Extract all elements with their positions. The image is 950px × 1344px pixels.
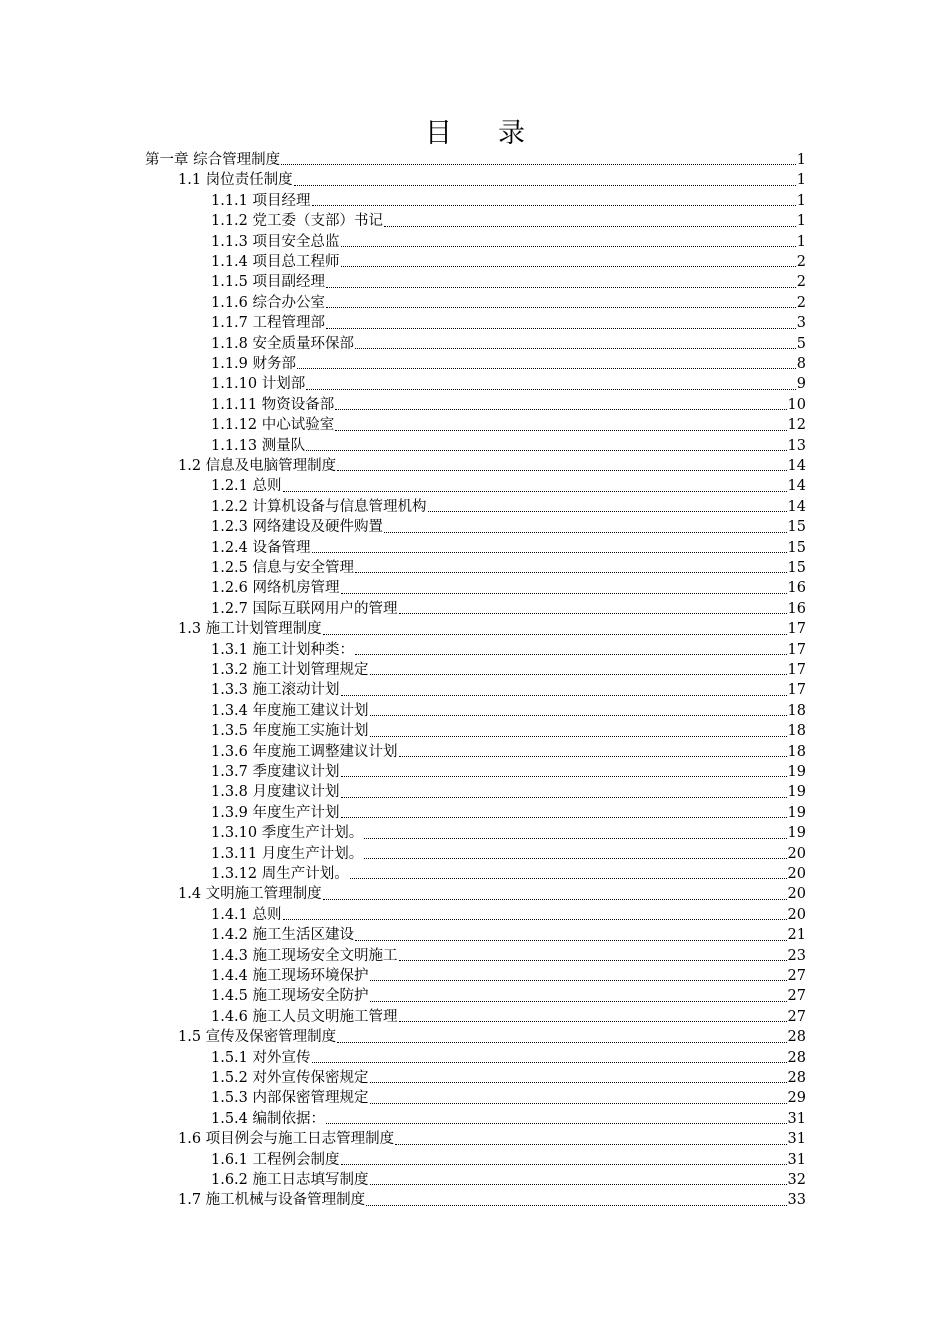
toc-entry[interactable] [211, 374, 806, 394]
toc-entry[interactable] [211, 864, 806, 884]
toc-entry-label: 1.1.11 物资设备部 [211, 396, 335, 413]
toc-entry-label: 1.1.3 项目安全总监 [211, 233, 340, 250]
toc-entry[interactable] [211, 476, 806, 496]
toc-entry[interactable] [211, 946, 806, 966]
toc-entry-page-number: 18 [787, 743, 806, 760]
toc-entry[interactable] [211, 1150, 806, 1170]
dot-leader [297, 368, 796, 369]
toc-entry[interactable] [178, 1129, 806, 1149]
toc-entry[interactable] [211, 395, 806, 415]
toc-entry-page-number: 15 [787, 560, 806, 576]
dot-leader [341, 797, 787, 798]
dot-leader [350, 878, 787, 879]
toc-entry-label: 1.1 岗位责任制度 [178, 172, 293, 189]
toc-entry[interactable] [211, 599, 806, 619]
toc-entry[interactable] [211, 293, 806, 313]
toc-entry-page-number: 14 [787, 458, 806, 474]
toc-entry-label: 1.3.12 周生产计划。 [211, 866, 349, 882]
toc-entry[interactable] [211, 823, 806, 843]
toc-entry-page-number: 19 [787, 764, 806, 780]
toc-entry-page-number: 31 [787, 1110, 806, 1127]
toc-entry-page-number: 9 [796, 376, 806, 393]
toc-entry-page-number: 28 [787, 1049, 806, 1066]
toc-entry-label: 1.1.8 安全质量环保部 [211, 335, 355, 352]
toc-entry-page-number: 14 [787, 498, 806, 515]
title-char-1: 目 [425, 118, 452, 149]
dot-leader [355, 348, 796, 349]
dot-leader [306, 389, 796, 390]
toc-entry-label: 1.3.9 年度生产计划 [211, 804, 340, 821]
toc-entry-label: 1.3.3 施工滚动计划 [211, 682, 340, 699]
toc-entry[interactable] [211, 415, 806, 435]
dot-leader [370, 1001, 787, 1002]
dot-leader [326, 1123, 787, 1124]
toc-entry-page-number: 33 [787, 1192, 806, 1209]
dot-leader [337, 1042, 786, 1043]
toc-entry[interactable] [211, 1109, 806, 1129]
toc-entry-page-number: 3 [796, 315, 806, 332]
toc-entry[interactable] [211, 640, 806, 660]
toc-entry-page-number: 20 [787, 866, 806, 882]
toc-entry[interactable] [211, 1088, 806, 1108]
toc-entry-page-number: 28 [787, 1070, 806, 1086]
dot-leader [364, 838, 786, 839]
toc-entry-label: 1.2.2 计算机设备与信息管理机构 [211, 498, 427, 515]
toc-entry-page-number: 29 [787, 1090, 806, 1107]
toc-entry-label: 1.5.2 对外宣传保密规定 [211, 1070, 369, 1086]
dot-leader [341, 246, 796, 247]
toc-entry-label: 1.3.10 季度生产计划。 [211, 825, 364, 842]
toc-entry[interactable] [178, 456, 806, 476]
toc-entry[interactable] [211, 782, 806, 802]
dot-leader [337, 470, 786, 471]
dot-leader [341, 593, 787, 594]
toc-entry[interactable] [211, 313, 806, 333]
dot-leader [370, 1103, 787, 1104]
toc-entry[interactable] [211, 803, 806, 823]
toc-entry[interactable] [211, 1170, 806, 1190]
toc-entry-label: 1.3.11 月度生产计划。 [211, 845, 364, 862]
toc-entry-page-number: 28 [787, 1029, 806, 1046]
toc-entry[interactable] [178, 884, 806, 904]
toc-entry-label: 1.3.1 施工计划种类： [211, 641, 355, 658]
dot-leader [341, 266, 796, 267]
dot-leader [326, 307, 796, 308]
toc-entry-page-number: 23 [787, 947, 806, 964]
toc-entry[interactable] [211, 966, 806, 986]
toc-entry[interactable] [211, 211, 806, 231]
toc-entry[interactable] [178, 1027, 806, 1047]
toc-entry-label: 1.2.1 总则 [211, 478, 282, 495]
toc-entry-page-number: 1 [796, 192, 806, 209]
title-char-2: 录 [498, 118, 525, 149]
toc-entry-label: 1.5 宣传及保密管理制度 [178, 1029, 337, 1046]
dot-leader [399, 960, 787, 961]
toc-entry-label: 1.1.10 计划部 [211, 376, 306, 393]
dot-leader [323, 899, 787, 900]
toc-entry[interactable] [211, 517, 806, 537]
toc-entry-label: 1.3.5 年度施工实施计划 [211, 723, 369, 740]
dot-leader [341, 695, 787, 696]
toc-entry[interactable] [211, 232, 806, 252]
dot-leader [370, 736, 787, 737]
dot-leader [370, 980, 787, 981]
toc-entry[interactable] [211, 1068, 806, 1088]
dot-leader [395, 1144, 786, 1145]
toc-entry-page-number: 21 [787, 927, 806, 944]
toc-entry-label: 1.1.12 中心试验室 [211, 417, 335, 434]
toc-entry-label: 1.4.3 施工现场安全文明施工 [211, 947, 398, 964]
toc-entry-page-number: 31 [787, 1151, 806, 1168]
dot-leader [312, 552, 787, 553]
toc-entry-page-number: 1 [796, 172, 806, 189]
dot-leader [283, 919, 787, 920]
toc-entry[interactable] [211, 272, 806, 292]
toc-entry[interactable] [211, 578, 806, 598]
toc-entry[interactable] [211, 742, 806, 762]
toc-entry-page-number: 13 [787, 437, 806, 454]
toc-entry-page-number: 17 [787, 641, 806, 658]
toc-entry[interactable] [211, 680, 806, 700]
toc-entry-label: 1.2.6 网络机房管理 [211, 580, 340, 597]
dot-leader [384, 532, 787, 533]
dot-leader [355, 940, 787, 941]
toc-entry-label: 1.6 项目例会与施工日志管理制度 [178, 1131, 395, 1148]
toc-entry-page-number: 2 [796, 254, 806, 270]
toc-entry-label: 1.5.3 内部保密管理规定 [211, 1090, 369, 1107]
dot-leader [341, 817, 787, 818]
toc-entry-page-number: 27 [787, 1008, 806, 1025]
toc-entry[interactable] [211, 191, 806, 211]
toc-entry-label: 1.1.5 项目副经理 [211, 274, 326, 291]
dot-leader [281, 164, 796, 165]
toc-entry-label: 1.7 施工机械与设备管理制度 [178, 1192, 366, 1209]
toc-entry[interactable] [211, 986, 806, 1006]
dot-leader [355, 572, 787, 573]
toc-entry-page-number: 27 [787, 968, 806, 984]
toc-entry[interactable] [211, 844, 806, 864]
toc-entry[interactable] [211, 497, 806, 517]
toc-entry[interactable] [211, 905, 806, 925]
dot-leader [366, 1205, 786, 1206]
toc-entry-label: 1.3.2 施工计划管理规定 [211, 662, 369, 678]
toc-entry-page-number: 5 [796, 335, 806, 352]
dot-leader [335, 430, 786, 431]
dot-leader [326, 287, 796, 288]
toc-entry-label: 1.1.2 党工委（支部）书记 [211, 213, 384, 230]
dot-leader [335, 409, 786, 410]
toc-entry-page-number: 8 [796, 356, 806, 372]
toc-entry-label: 1.3.8 月度建议计划 [211, 784, 340, 801]
toc-entry-page-number: 2 [796, 274, 806, 291]
toc-entry-label: 1.2.3 网络建设及硬件购置 [211, 519, 384, 536]
toc-entry-label: 1.1.13 测量队 [211, 437, 306, 454]
toc-entry[interactable] [211, 252, 806, 272]
toc-entry[interactable] [211, 925, 806, 945]
toc-entry[interactable] [211, 660, 806, 680]
toc-entry-page-number: 17 [787, 682, 806, 699]
dot-leader [399, 613, 787, 614]
toc-entry-page-number: 2 [796, 294, 806, 311]
toc-entry-label: 1.2.4 设备管理 [211, 539, 311, 556]
dot-leader [312, 1062, 787, 1063]
dot-leader [283, 491, 787, 492]
dot-leader [428, 511, 787, 512]
toc-entry-page-number: 14 [787, 478, 806, 495]
toc-entry-page-number: 10 [787, 396, 806, 413]
toc-entry-page-number: 17 [787, 621, 806, 638]
page-title [0, 116, 950, 152]
dot-leader [306, 450, 786, 451]
dot-leader [323, 634, 787, 635]
toc-entry-label: 1.3 施工计划管理制度 [178, 621, 322, 638]
toc-entry[interactable] [211, 436, 806, 456]
toc-entry[interactable] [178, 619, 806, 639]
dot-leader [326, 328, 796, 329]
toc-entry-label: 1.4.1 总则 [211, 906, 282, 923]
dot-leader [364, 858, 786, 859]
dot-leader [294, 185, 796, 186]
toc-entry-label: 1.3.4 年度施工建议计划 [211, 702, 369, 719]
toc-entry[interactable] [211, 1007, 806, 1027]
toc-entry-label: 1.5.1 对外宣传 [211, 1049, 311, 1066]
toc-entry-page-number: 20 [787, 886, 806, 903]
toc-entry-page-number: 17 [787, 662, 806, 678]
toc-entry-label: 1.5.4 编制依据： [211, 1110, 326, 1127]
toc-entry-page-number: 19 [787, 784, 806, 801]
toc-entry[interactable] [211, 721, 806, 741]
toc-entry-page-number: 18 [787, 723, 806, 740]
dot-leader [370, 715, 787, 716]
toc-entry-page-number: 15 [787, 519, 806, 536]
toc-entry-label: 1.4.5 施工现场安全防护 [211, 988, 369, 1005]
toc-entry-page-number: 12 [787, 417, 806, 434]
toc-entry-label: 1.1.7 工程管理部 [211, 315, 326, 332]
toc-entry-page-number: 20 [787, 906, 806, 923]
toc-entry[interactable] [211, 1048, 806, 1068]
toc-entry-label: 1.1.1 项目经理 [211, 192, 311, 209]
toc-entry-page-number: 15 [787, 539, 806, 556]
dot-leader [370, 1184, 787, 1185]
toc-entry-label: 1.4.6 施工人员文明施工管理 [211, 1008, 398, 1025]
toc-entry-label: 第一章 综合管理制度 [145, 152, 281, 168]
toc-entry-page-number: 32 [787, 1172, 806, 1188]
dot-leader [399, 1021, 787, 1022]
toc-entry[interactable] [211, 558, 806, 578]
dot-leader [341, 776, 787, 777]
dot-leader [341, 1164, 787, 1165]
dot-leader [370, 1082, 787, 1083]
toc-entry-page-number: 19 [787, 825, 806, 842]
toc-entry-label: 1.2.7 国际互联网用户的管理 [211, 600, 398, 617]
toc-entry-page-number: 31 [787, 1131, 806, 1148]
toc-entry-page-number: 18 [787, 702, 806, 719]
toc-entry-page-number: 1 [796, 152, 806, 168]
toc-entry-label: 1.1.9 财务部 [211, 356, 297, 372]
dot-leader [399, 756, 787, 757]
toc-entry-label: 1.3.7 季度建议计划 [211, 764, 340, 780]
toc-entry-page-number: 19 [787, 804, 806, 821]
toc-entry[interactable] [178, 170, 806, 190]
toc-entry-label: 1.4 文明施工管理制度 [178, 886, 322, 903]
toc-entry[interactable] [211, 701, 806, 721]
toc-entry-label: 1.3.6 年度施工调整建议计划 [211, 743, 398, 760]
toc-entry-page-number: 1 [796, 213, 806, 230]
toc-entry-label: 1.6.1 工程例会制度 [211, 1151, 340, 1168]
toc-entry[interactable] [145, 150, 806, 170]
toc-entry-page-number: 16 [787, 600, 806, 617]
toc-entry-label: 1.4.4 施工现场环境保护 [211, 968, 369, 984]
toc-entry-label: 1.2.5 信息与安全管理 [211, 560, 355, 576]
toc-entry[interactable] [211, 354, 806, 374]
toc-entry-page-number: 1 [796, 233, 806, 250]
toc-entry[interactable] [211, 334, 806, 354]
toc-entry[interactable] [211, 538, 806, 558]
toc-entry-label: 1.1.4 项目总工程师 [211, 254, 340, 270]
toc-entry-label: 1.2 信息及电脑管理制度 [178, 458, 337, 474]
toc-entry-label: 1.6.2 施工日志填写制度 [211, 1172, 369, 1188]
dot-leader [370, 674, 787, 675]
toc-entry[interactable] [178, 1190, 806, 1210]
toc-entry[interactable] [211, 762, 806, 782]
dot-leader [384, 226, 796, 227]
toc-entry-page-number: 27 [787, 988, 806, 1005]
dot-leader [312, 205, 796, 206]
toc-entry-label: 1.1.6 综合办公室 [211, 294, 326, 311]
toc-entry-page-number: 16 [787, 580, 806, 597]
dot-leader [355, 654, 787, 655]
toc-entry-page-number: 20 [787, 845, 806, 862]
toc-entry-label: 1.4.2 施工生活区建设 [211, 927, 355, 944]
